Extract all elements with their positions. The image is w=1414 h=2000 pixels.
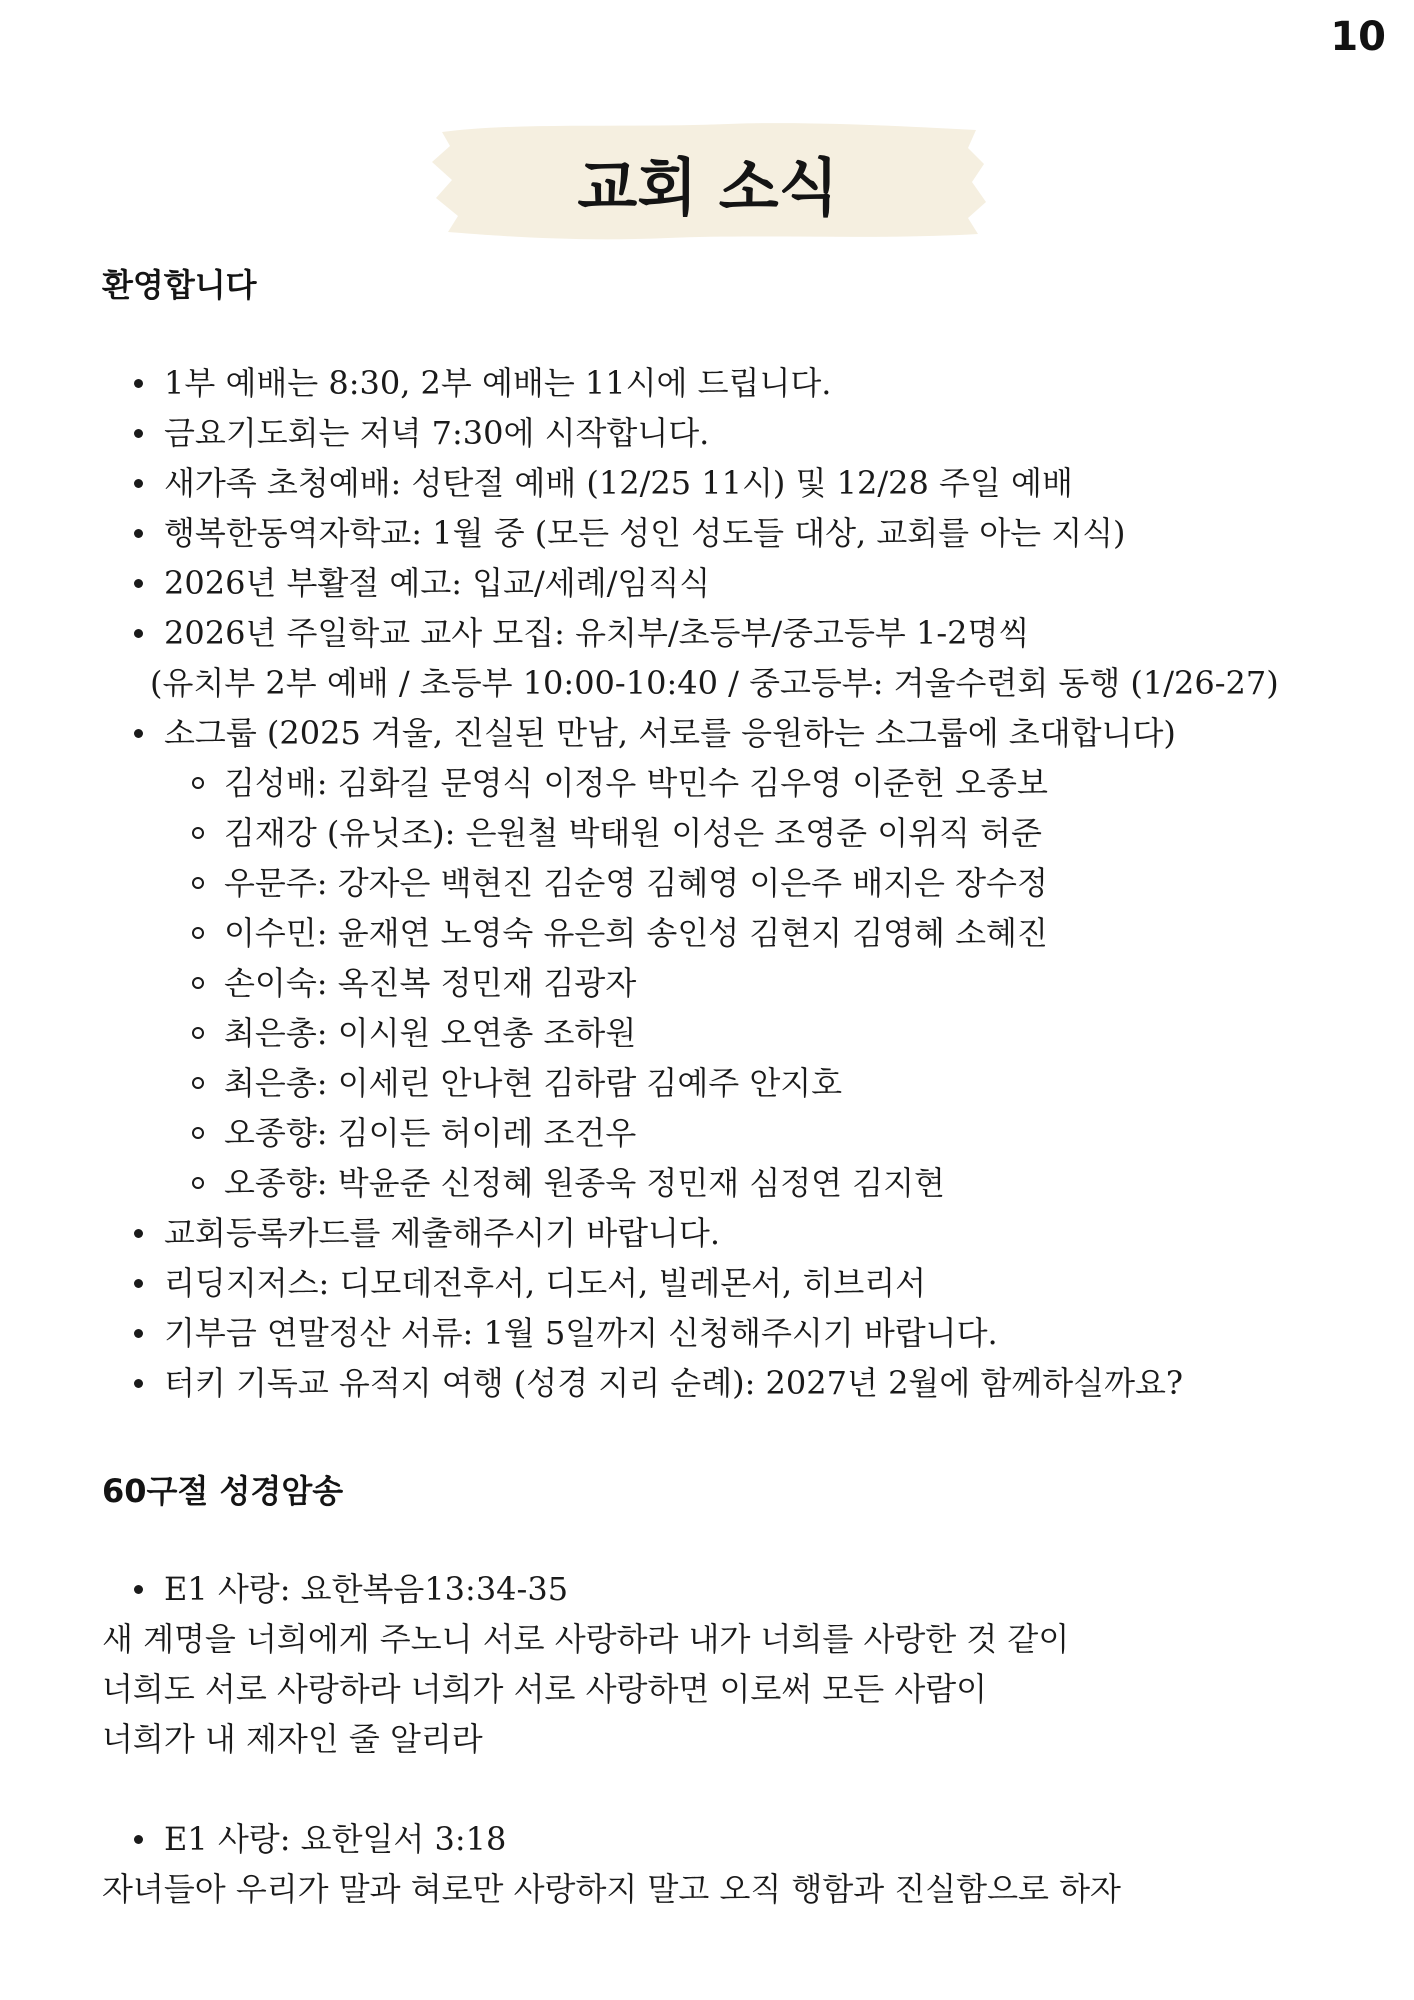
welcome-list bbox=[102, 358, 1392, 1408]
list-item: 2026년 주일학교 교사 모집: 유치부/초등부/중고등부 1-2명씩 bbox=[102, 608, 1392, 658]
list-item: 2026년 부활절 예고: 입교/세례/임직식 bbox=[102, 558, 1392, 608]
verse-block-2 bbox=[102, 1814, 1392, 1914]
verse-text-line: 너희도 서로 사랑하라 너희가 서로 사랑하면 이로써 모든 사람이 bbox=[102, 1670, 988, 1708]
list-item: 터키 기독교 유적지 여행 (성경 지리 순례): 2027년 2월에 함께하실까요? bbox=[102, 1358, 1392, 1408]
smallgroup-member-list: 최은총: 이세린 안나현 김하람 김예주 안지호 bbox=[102, 1058, 1392, 1108]
welcome-heading: 환영합니다 bbox=[102, 266, 257, 304]
smallgroup-member-list: 최은총: 이시원 오연총 조하원 bbox=[102, 1008, 1392, 1058]
list-item: 리딩지저스: 디모데전후서, 디도서, 빌레몬서, 히브리서 bbox=[102, 1258, 1392, 1308]
list-item: 새가족 초청예배: 성탄절 예배 (12/25 11시) 및 12/28 주일 예배 bbox=[102, 458, 1392, 508]
smallgroup-member-list: 김재강 (유닛조): 은원철 박태원 이성은 조영준 이위직 허준 bbox=[102, 808, 1392, 858]
teacher-note: (유치부 2부 예배 / 초등부 10:00-10:40 / 중고등부: 겨울수련회 동행 (1/26-27) bbox=[150, 664, 1279, 702]
smallgroup-member-list: 우문주: 강자은 백현진 김순영 김혜영 이은주 배지은 장수정 bbox=[102, 858, 1392, 908]
smallgroup-member-list: 손이숙: 옥진복 정민재 김광자 bbox=[102, 958, 1392, 1008]
page-number: 10 bbox=[1330, 14, 1386, 60]
list-item: 행복한동역자학교: 1월 중 (모든 성인 성도들 대상, 교회를 아는 지식) bbox=[102, 508, 1392, 558]
list-item: 금요기도회는 저녁 7:30에 시작합니다. bbox=[102, 408, 1392, 458]
memory-heading: 60구절 성경암송 bbox=[102, 1472, 344, 1510]
verse-reference: E1 사랑: 요한일서 3:18 bbox=[102, 1814, 1392, 1864]
smallgroup-member-list: 김성배: 김화길 문영식 이정우 박민수 김우영 이준헌 오종보 bbox=[102, 758, 1392, 808]
list-item: 기부금 연말정산 서류: 1월 5일까지 신청해주시기 바랍니다. bbox=[102, 1308, 1392, 1358]
page-title: 교회 소식 bbox=[577, 151, 839, 224]
smallgroup-member-list: 오종향: 김이든 허이레 조건우 bbox=[102, 1108, 1392, 1158]
verse-reference: E1 사랑: 요한복음13:34-35 bbox=[102, 1564, 1392, 1614]
verse-text-line: 너희가 내 제자인 줄 알리라 bbox=[102, 1720, 483, 1758]
smallgroup-member-list: 오종향: 박윤준 신정혜 원종욱 정민재 심정연 김지현 bbox=[102, 1158, 1392, 1208]
verse-block-1 bbox=[102, 1564, 1392, 1764]
verse-text-line: 새 계명을 너희에게 주노니 서로 사랑하라 내가 너희를 사랑한 것 같이 bbox=[102, 1620, 1070, 1658]
smallgroup-member-list: 이수민: 윤재연 노영숙 유은희 송인성 김현지 김영혜 소혜진 bbox=[102, 908, 1392, 958]
smallgroup-item: 소그룹 (2025 겨울, 진실된 만남, 서로를 응원하는 소그룹에 초대합니다) bbox=[102, 708, 1392, 758]
verse-text-line: 자녀들아 우리가 말과 혀로만 사랑하지 말고 오직 행함과 진실함으로 하자 bbox=[102, 1870, 1121, 1908]
title-banner bbox=[428, 118, 988, 242]
list-item: 1부 예배는 8:30, 2부 예배는 11시에 드립니다. bbox=[102, 358, 1392, 408]
list-item: 교회등록카드를 제출해주시기 바랍니다. bbox=[102, 1208, 1392, 1258]
